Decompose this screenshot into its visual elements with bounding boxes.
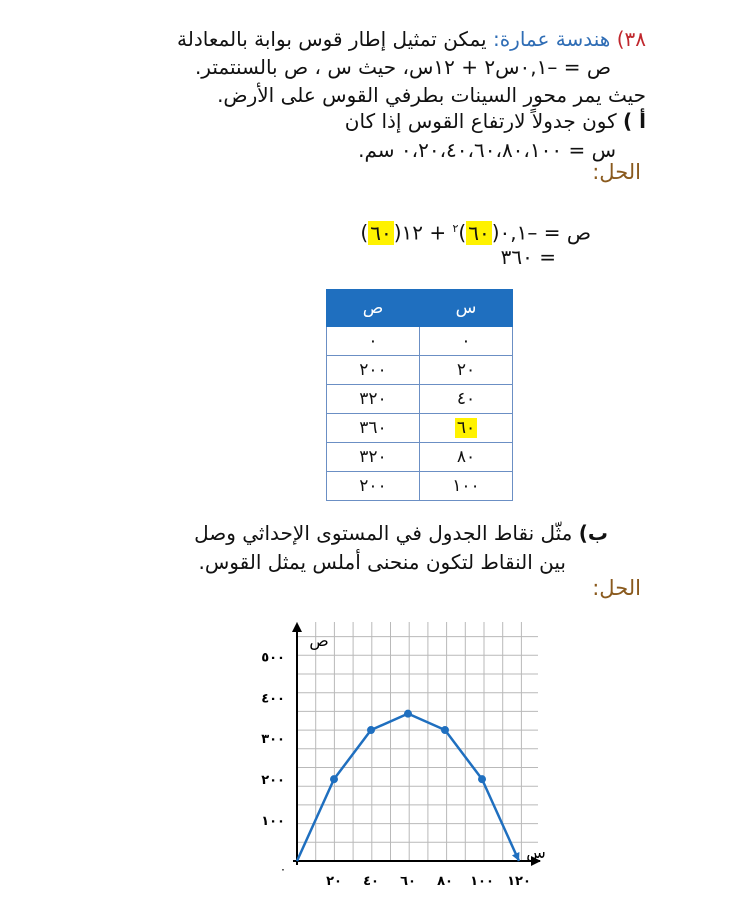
work-close-1: ) <box>458 220 467 245</box>
table-header-y: ص <box>327 290 420 327</box>
problem-topic: هندسة عمارة: <box>492 27 611 51</box>
problem-line-2: ص = –٠,١س٢ + ١٢س، حيث س ، ص بالسنتمتر. <box>194 55 611 79</box>
work-mid: + ١٢( <box>393 220 453 245</box>
origin-label: ٠ <box>279 862 287 876</box>
table-header-x: س <box>420 290 513 327</box>
solution-label-b: الحل: <box>592 576 641 600</box>
table-highlight: ٦٠ <box>456 418 476 438</box>
data-point <box>441 726 449 734</box>
problem-number: ٣٨) <box>616 27 646 51</box>
y-tick-label: ٤٠٠ <box>261 691 285 707</box>
table-cell-x: ٠ <box>420 327 513 356</box>
work-value-2: ٦٠ <box>370 220 392 245</box>
x-tick-label: ١٢٠ <box>507 874 531 889</box>
table-cell-y: ٣٢٠ <box>327 443 420 472</box>
table-cell-y: ٣٦٠ <box>327 414 420 443</box>
x-tick-label: ٦٠ <box>400 874 416 889</box>
table-cell-x: ٨٠ <box>420 443 513 472</box>
work-sup: ٢ <box>452 222 459 235</box>
x-tick-label: ٤٠ <box>363 874 379 889</box>
y-tick-label: ٢٠٠ <box>261 773 285 789</box>
x-tick-label: ٨٠ <box>437 874 453 889</box>
y-axis-label: ص <box>309 631 329 650</box>
x-axis-label: س <box>526 843 546 862</box>
data-point <box>404 710 412 718</box>
table-cell-x: ١٠٠ <box>420 472 513 501</box>
table-cell-x: ٤٠ <box>420 385 513 414</box>
work-lhs: ص = –٠,١( <box>491 220 591 245</box>
part-b-text-1: مثّل نقاط الجدول في المستوى الإحداثي وصل <box>194 521 573 545</box>
part-b-label: ب) <box>578 521 608 545</box>
table-cell-y: ٣٢٠ <box>327 385 420 414</box>
work-value-1: ٦٠ <box>468 220 490 245</box>
y-axis-arrow <box>292 622 302 632</box>
x-tick-label: ٢٠ <box>326 874 342 889</box>
table-cell-y: ٢٠٠ <box>327 356 420 385</box>
data-point <box>367 726 375 734</box>
arch-curve <box>297 714 519 861</box>
y-tick-label: ٣٠٠ <box>261 732 285 748</box>
part-a-label: أ ) <box>623 109 646 133</box>
data-point <box>478 775 486 783</box>
problem-text-1: يمكن تمثيل إطار قوس بوابة بالمعادلة <box>177 27 487 51</box>
table-cell-x: ٢٠ <box>420 356 513 385</box>
x-tick-label: ١٠٠ <box>470 874 494 889</box>
part-b-line-2: بين النقاط لتكون منحنى أملس يمثل القوس. <box>198 550 566 574</box>
work-line-2: = ٣٦٠ <box>500 245 556 269</box>
work-close-2: ) <box>360 220 369 245</box>
solution-label-a: الحل: <box>592 160 641 184</box>
data-point <box>330 775 338 783</box>
y-tick-label: ١٠٠ <box>261 814 285 830</box>
table-cell-y: ٠ <box>327 327 420 356</box>
problem-line-3: حيث يمر محور السينات بطرفي القوس على الأرض. <box>217 83 646 107</box>
table-cell-y: ٢٠٠ <box>327 472 420 501</box>
part-a-values: س = ٠،٢٠،٤٠،٦٠،٨٠،١٠٠ سم. <box>358 138 616 162</box>
y-tick-label: ٥٠٠ <box>261 650 285 666</box>
part-a-text: كون جدولاً لارتفاع القوس إذا كان <box>344 109 617 133</box>
